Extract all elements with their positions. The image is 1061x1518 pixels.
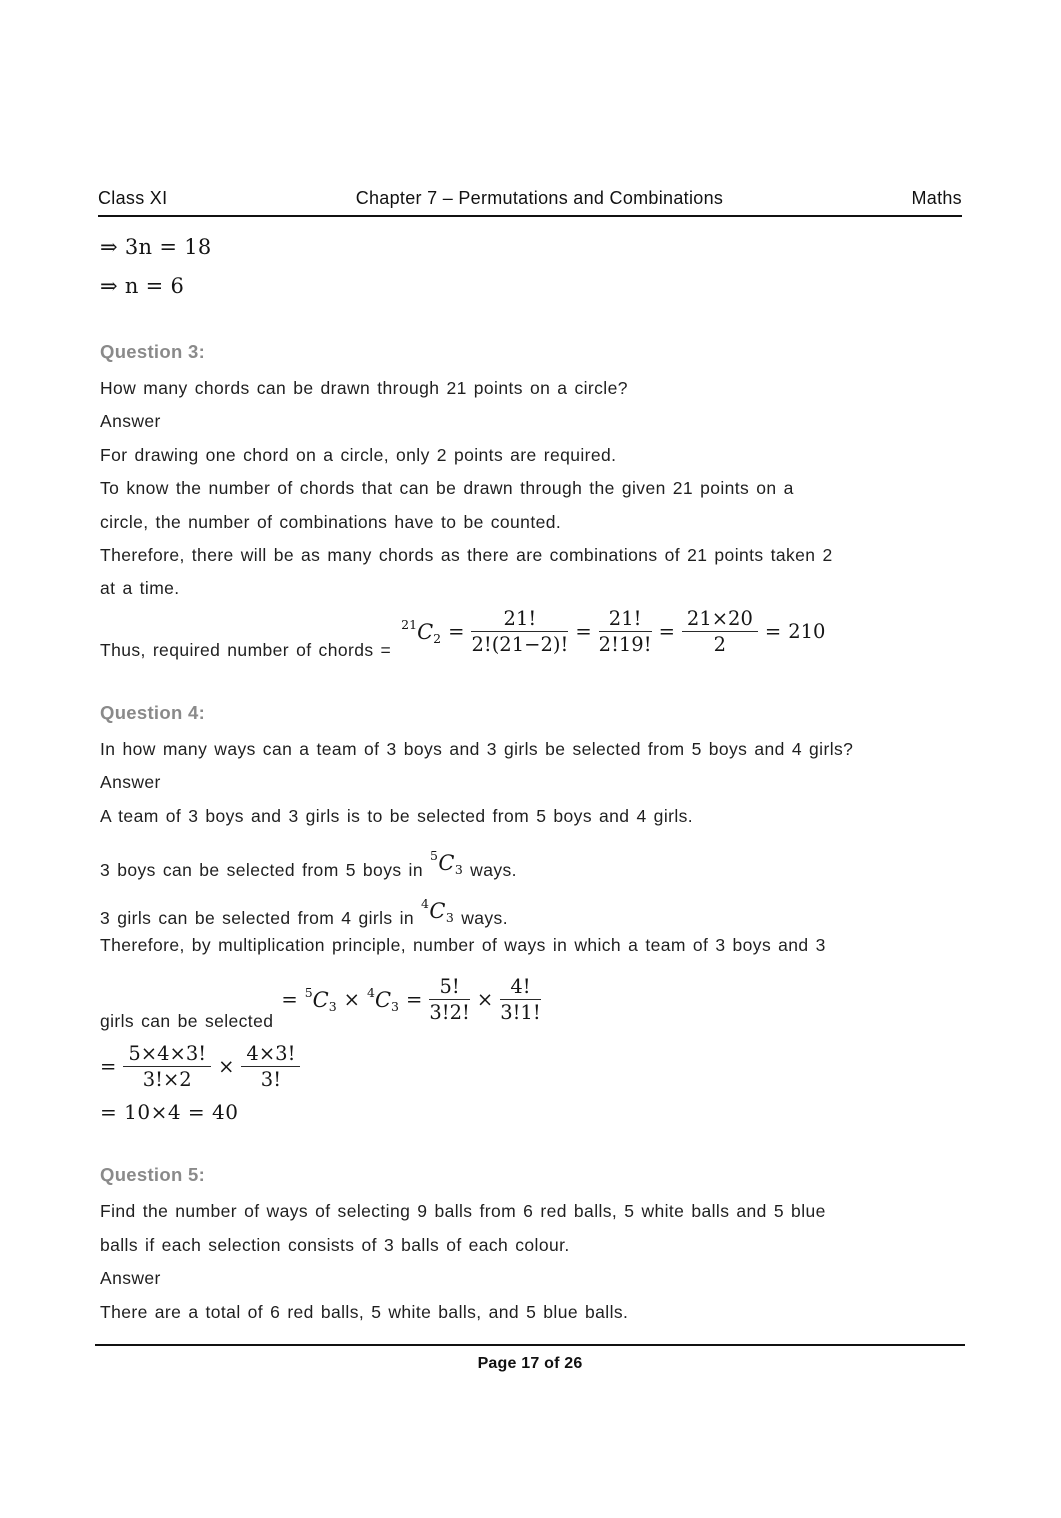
fraction [682, 607, 758, 656]
ncr-base: C [429, 899, 446, 924]
equals-sign: = [281, 988, 298, 1012]
fraction [241, 1042, 300, 1091]
header-subject-label: Maths [911, 188, 962, 208]
fraction-numerator: 4×3! [241, 1042, 300, 1067]
text-line: There are a total of 6 red balls, 5 white balls, and 5 blue balls. [100, 1301, 629, 1322]
selected-label: girls can be selected [100, 1011, 274, 1032]
ncr-base: C [374, 988, 392, 1013]
formula-result: 210 [788, 619, 826, 643]
times-sign: × [343, 988, 361, 1012]
fraction-numerator: 21! [471, 607, 568, 632]
text-line: To know the number of chords that can be drawn through the given 21 points on a [100, 478, 794, 499]
text-segment: ways. [461, 908, 508, 929]
answer-label: Answer [100, 1268, 161, 1289]
q3-combination-formula [401, 607, 825, 656]
equals-sign: = [575, 619, 592, 643]
math-line-3n-equals-18: ⇒ 3n = 18 [100, 235, 212, 259]
ncr-subscript: 2 [433, 630, 442, 646]
header-chapter-title: Chapter 7 – Permutations and Combinations [355, 188, 724, 208]
fraction-denominator: 2!19! [598, 632, 652, 656]
times-sign: × [476, 988, 494, 1012]
q4-expanded-formula [100, 1042, 300, 1091]
ncr-subscript: 3 [454, 862, 464, 878]
fraction-numerator: 5×4×3! [123, 1042, 211, 1067]
fraction-denominator: 3!2! [429, 1001, 470, 1025]
text-line: Therefore, by multiplication principle, number of ways in which a team of 3 boys and 3 [100, 935, 826, 956]
ncr-notation [401, 617, 441, 646]
text-segment: ways. [470, 860, 517, 881]
fraction-numerator: 21! [599, 607, 652, 632]
equals-sign: = [658, 619, 675, 643]
fraction-numerator: 4! [500, 975, 541, 1000]
ncr-superscript: 4 [367, 985, 375, 1001]
ncr-superscript: 5 [429, 848, 439, 864]
fraction-denominator: 3! [260, 1068, 282, 1092]
ncr-base: C [417, 619, 434, 644]
fraction-numerator: 5! [429, 975, 470, 1000]
ncr-notation [305, 985, 337, 1014]
text-line: Find the number of ways of selecting 9 balls from 6 red balls, 5 white balls and 5 blue [100, 1201, 826, 1222]
fraction-denominator: 3!1! [500, 1001, 541, 1025]
q3-result-row [100, 606, 962, 661]
text-line: How many chords can be drawn through 21 points on a circle? [100, 378, 628, 398]
ncr-base: C [312, 988, 329, 1013]
page-content [100, 228, 962, 1329]
fraction-denominator: 2 [713, 632, 727, 656]
fraction-denominator: 3!×2 [142, 1068, 192, 1092]
ncr-superscript: 4 [421, 896, 430, 912]
ncr-notation [430, 848, 463, 877]
equals-sign: = [100, 1055, 117, 1079]
ncr-subscript: 3 [445, 910, 455, 926]
girls-selection-line [100, 881, 962, 929]
fraction-denominator: 2!(21−2)! [471, 632, 569, 656]
page-footer [95, 1344, 965, 1373]
question-4-heading: Question 4: [100, 701, 206, 723]
boys-selection-line [100, 833, 962, 881]
times-sign: × [218, 1055, 235, 1079]
thus-label: Thus, required number of chords = [100, 639, 392, 660]
text-segment: 3 boys can be selected from 5 boys in [100, 860, 423, 881]
fraction-numerator: 21×20 [682, 607, 758, 632]
question-3-heading: Question 3: [100, 341, 206, 362]
answer-label: Answer [100, 772, 161, 793]
text-line: balls if each selection consists of 3 balls of each colour. [100, 1234, 570, 1255]
q4-selection-result-row [100, 972, 962, 1032]
header-class-label: Class XI [98, 188, 168, 208]
text-line: For drawing one chord on a circle, only 2 points are required. [100, 444, 617, 465]
answer-label: Answer [100, 411, 161, 432]
ncr-subscript: 3 [391, 999, 399, 1015]
equals-sign: = [448, 619, 465, 643]
text-segment: 3 girls can be selected from 4 girls in [100, 908, 415, 929]
q4-final-result: = 10×4 = 40 [100, 1100, 239, 1125]
q4-combination-formula [281, 975, 540, 1024]
ncr-notation [421, 896, 454, 925]
equals-sign: = [406, 988, 423, 1012]
ncr-superscript: 5 [304, 985, 313, 1001]
page-header [98, 188, 962, 217]
fraction [500, 975, 541, 1024]
ncr-subscript: 3 [328, 999, 337, 1015]
text-line: A team of 3 boys and 3 girls is to be selected from 5 boys and 4 girls. [100, 805, 694, 826]
text-line: In how many ways can a team of 3 boys and 3 girls be selected from 5 boys and 4 girls? [100, 738, 854, 759]
math-line-n-equals-6: ⇒ n = 6 [100, 274, 185, 298]
ncr-superscript: 21 [401, 616, 418, 632]
ncr-notation [367, 985, 399, 1014]
text-line: at a time. [100, 578, 180, 599]
question-5-heading: Question 5: [100, 1164, 206, 1186]
text-line: Therefore, there will be as many chords as there are combinations of 21 points taken 2 [100, 545, 833, 566]
fraction [471, 607, 568, 656]
page-number-label: Page 17 of 26 [477, 1355, 583, 1372]
fraction [429, 975, 470, 1024]
ncr-base: C [438, 851, 455, 876]
fraction [123, 1042, 211, 1091]
fraction [599, 607, 652, 656]
equals-sign: = [764, 619, 782, 643]
text-line: circle, the number of combinations have to be counted. [100, 511, 562, 532]
